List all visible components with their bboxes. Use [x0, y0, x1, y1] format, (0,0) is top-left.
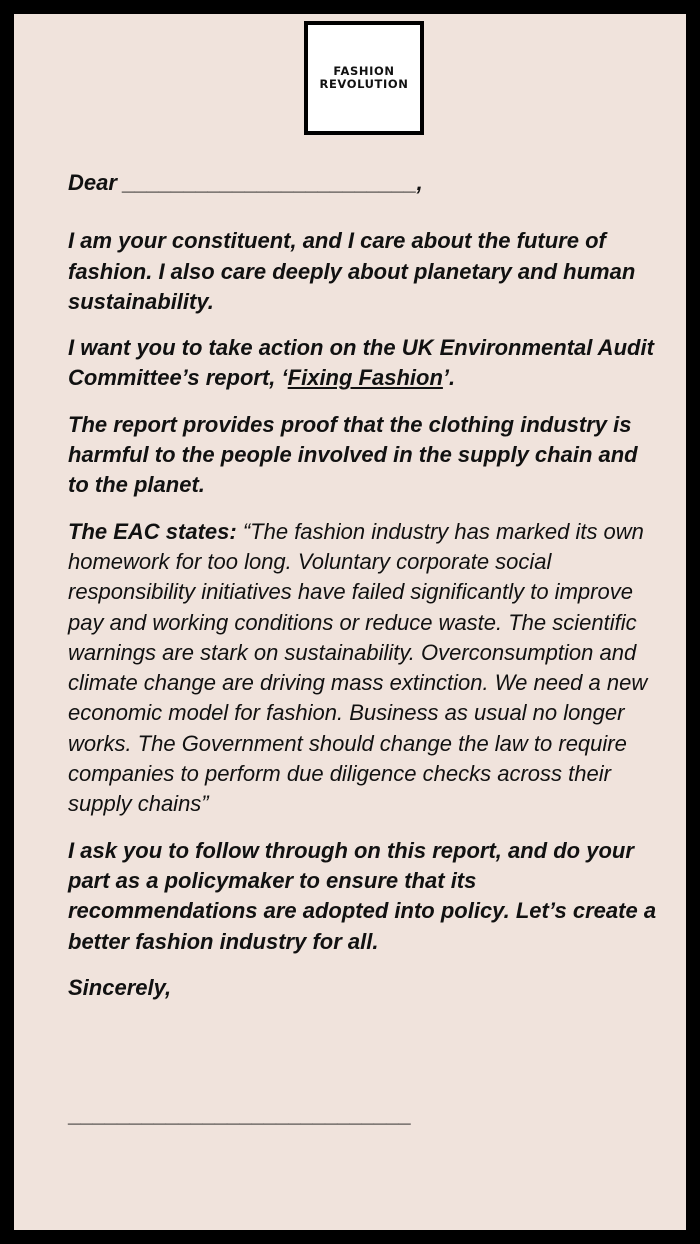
signature-line: ____________________________	[68, 1102, 411, 1127]
paragraph-constituent: I am your constituent, and I care about the future of fashion. I also care deeply about planetary and human sustainability.	[68, 228, 636, 314]
letter-body	[68, 168, 658, 1019]
logo-line-2: REVOLUTION	[319, 77, 409, 91]
closing: Sincerely,	[68, 974, 172, 1000]
paragraph-eac-quote	[68, 517, 658, 820]
greeting: Dear ________________________,	[68, 170, 423, 195]
eac-label: The EAC states:	[68, 518, 237, 544]
fashion-revolution-logo	[304, 21, 424, 135]
logo-line-1: FASHION	[333, 64, 395, 78]
paragraph-report-proof: The report provides proof that the clothing industry is harmful to the people involved in the supply chain and to the planet.	[68, 411, 638, 498]
paragraph-request: I ask you to follow through on this report, and do your part as a policymaker to ensure that its recommendations are adopted into policy. Let’s create a better fashion industry for all.	[68, 837, 657, 954]
fixing-fashion-link[interactable]: Fixing Fashion	[287, 365, 443, 391]
paragraph-take-action-end: ’.	[442, 365, 456, 391]
eac-quote-text: “The fashion industry has marked its own homework for too long. Voluntary corporate social responsibility initiatives have failed significantly to improve pay and working conditions or reduce waste. The scientific warnings are stark on sustainability. Overconsumption and climate change are driving mass extinction. We need a new economic model for fashion. Business as usual no longer works. The Government should change the law to require companies to perform due diligence checks across their supply chains”	[68, 518, 648, 817]
paragraph-take-action-text: I want you to take action on the UK Environmental Audit Committee’s report, ‘	[68, 335, 654, 391]
paragraph-take-action	[68, 333, 658, 394]
